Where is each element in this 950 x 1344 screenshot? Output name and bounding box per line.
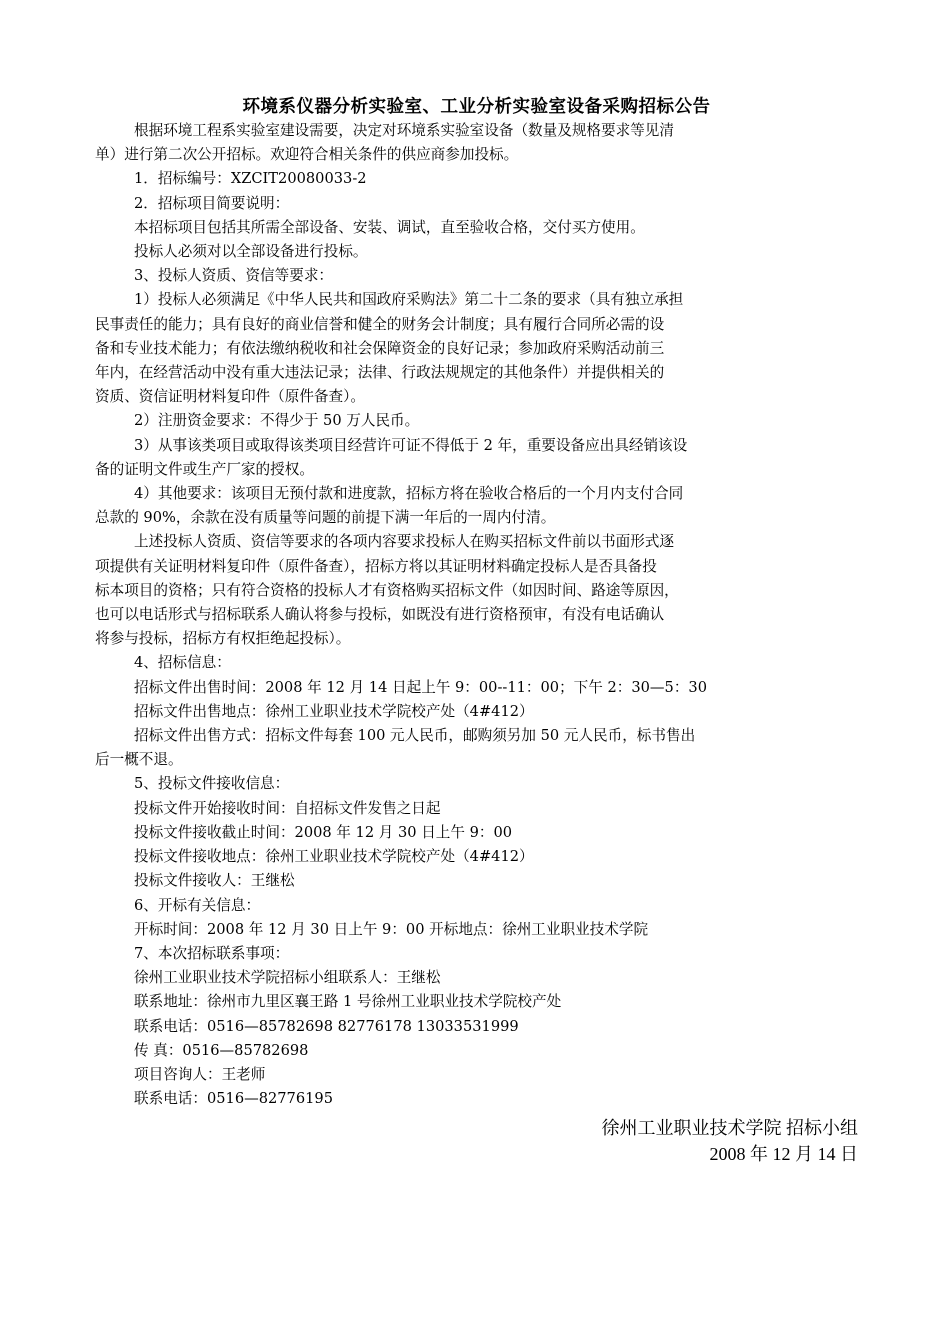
body-line: 年内，在经营活动中没有重大违法记录；法律、行政法规规定的其他条件）并提供相关的 [95,364,665,382]
body-line: 7、本次招标联系事项： [134,944,290,962]
document-page [95,95,858,1167]
body-line: 徐州工业职业技术学院招标小组联系人：王继松 [134,969,441,987]
signature-block [95,1115,858,1167]
signature-date: 2008 年 12 月 14 日 [709,1144,858,1165]
document-body [95,119,858,1111]
body-line: 投标文件接收地点：徐州工业职业技术学院校产处（4#412） [134,848,534,866]
body-line: 6、开标有关信息： [134,896,261,914]
body-line: 传 真：0516—85782698 [134,1041,309,1059]
body-line: 投标文件接收截止时间：2008 年 12 月 30 日上午 9：00 [134,823,513,841]
document-title: 环境系仪器分析实验室、工业分析实验室设备采购招标公告 [242,97,711,117]
body-line: 标本项目的资格；只有符合资格的投标人才有资格购买招标文件（如因时间、路途等原因， [95,581,679,599]
body-line: 项提供有关证明材料复印件（原件备查），招标方将以其证明材料确定投标人是否具备投 [95,557,657,575]
body-line: 民事责任的能力；具有良好的商业信誉和健全的财务会计制度；具有履行合同所必需的设 [95,315,665,333]
body-line: 联系电话：0516—85782698 82776178 13033531999 [134,1017,519,1035]
body-line: 项目咨询人：王老师 [134,1065,266,1083]
body-line: 招标文件出售时间：2008 年 12 月 14 日起上午 9：00--11：00；下午 2：30—5：30 [134,678,707,696]
body-line: 1）投标人必须满足《中华人民共和国政府采购法》第二十二条的要求（具有独立承担 [134,291,684,309]
body-line: 3、投标人资质、资信等要求： [134,267,334,285]
body-line: 招标文件出售地点：徐州工业职业技术学院校产处（4#412） [134,702,534,720]
body-line: 也可以电话形式与招标联系人确认将参与投标，如既没有进行资格预审，有没有电话确认 [95,606,665,624]
body-line: 投标人必须对以全部设备进行投标。 [134,243,368,261]
body-line: 投标文件接收人：王继松 [134,872,295,890]
body-line: 联系电话：0516—82776195 [134,1090,333,1108]
body-line: 根据环境工程系实验室建设需要，决定对环境系实验室设备（数量及规格要求等见清 [134,122,674,139]
body-line: 后一概不退。 [95,751,183,769]
body-line: 4）其他要求：该项目无预付款和进度款，招标方将在验收合格后的一个月内支付合同 [134,485,684,503]
body-line: 3）从事该类项目或取得该类项目经营许可证不得低于 2 年，重要设备应出具经销该设 [134,436,688,454]
body-line: 资质、资信证明材料复印件（原件备查）。 [95,388,365,406]
body-line: 开标时间：2008 年 12 月 30 日上午 9：00 开标地点：徐州工业职业技术学院 [134,920,649,938]
body-line: 上述投标人资质、资信等要求的各项内容要求投标人在购买招标文件前以书面形式逐 [134,533,674,551]
body-line: 投标文件开始接收时间：自招标文件发售之日起 [134,799,441,817]
body-line: 2）注册资金要求：不得少于 50 万人民币。 [134,412,420,430]
body-line: 备和专业技术能力；有依法缴纳税收和社会保障资金的良好记录；参加政府采购活动前三 [95,339,665,357]
body-line: 联系地址：徐州市九里区襄王路 1 号徐州工业职业技术学院校产处 [134,993,562,1011]
body-line: 总款的 90%，余款在没有质量等问题的前提下满一年后的一周内付清。 [95,509,556,527]
body-line: 4、招标信息： [134,654,231,672]
body-line: 5、投标文件接收信息： [134,775,290,793]
body-line: 备的证明文件或生产厂家的授权。 [95,460,314,478]
body-line: 单）进行第二次公开招标。欢迎符合相关条件的供应商参加投标。 [95,146,519,164]
body-line: 2．招标项目简要说明： [134,194,290,212]
body-line: 将参与投标，招标方有权拒绝起投标）。 [95,630,351,648]
body-line: 招标文件出售方式：招标文件每套 100 元人民币，邮购须另加 50 元人民币，标书售出 [134,727,696,745]
signature-org: 徐州工业职业技术学院 招标小组 [601,1118,858,1139]
body-line: 1．招标编号：XZCIT20080033-2 [134,170,367,188]
body-line: 本招标项目包括其所需全部设备、安装、调试，直至验收合格，交付买方使用。 [134,218,645,236]
